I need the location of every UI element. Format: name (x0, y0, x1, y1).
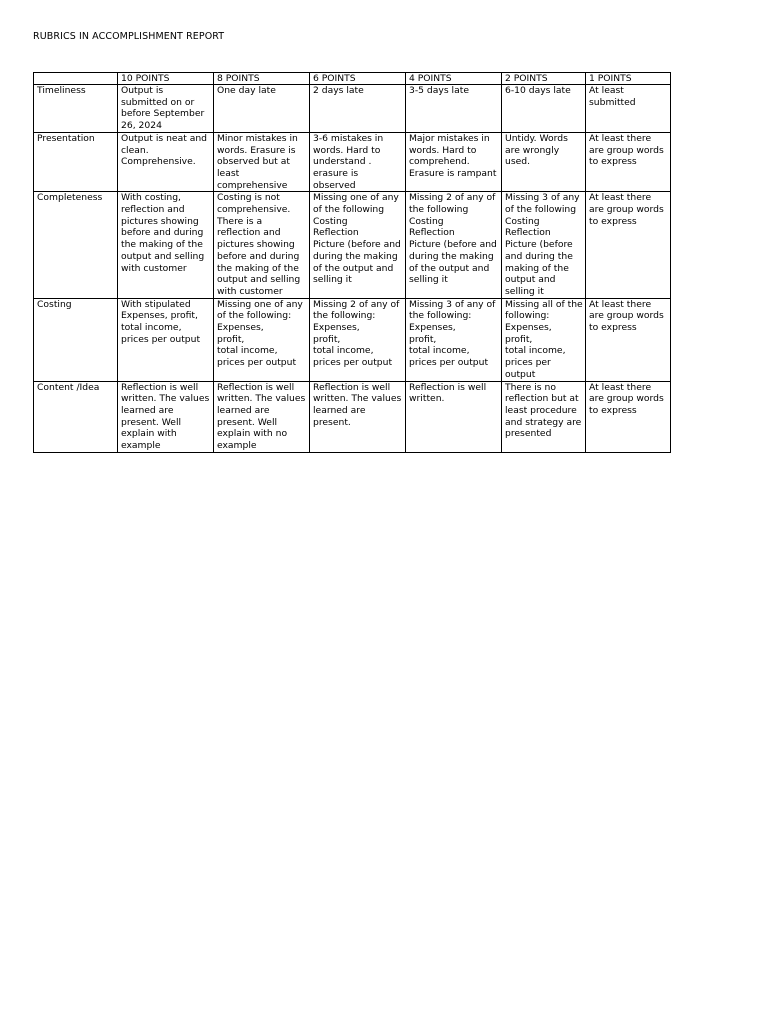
rubric-cell: Missing one of any of the following: Expenses, profit, total income, prices per output (214, 298, 310, 381)
criterion-cell: Costing (34, 298, 118, 381)
rubric-cell: Reflection is well written. The values learned are present. (310, 381, 406, 452)
header-cell-6-points: 6 POINTS (310, 73, 406, 85)
criterion-cell: Presentation (34, 132, 118, 192)
rubric-cell: Missing 2 of any of the following: Expenses, profit, total income, prices per output (310, 298, 406, 381)
rubric-cell: At least there are group words to express (586, 192, 671, 298)
document-title: RUBRICS IN ACCOMPLISHMENT REPORT (33, 31, 225, 42)
rubric-cell: Reflection is well written. The values learned are present. Well explain with example (118, 381, 214, 452)
table-row (34, 132, 671, 192)
rubric-cell: Missing 3 of any of the following Costing Reflection Picture (before and during the making of the output and selling it (502, 192, 586, 298)
table-row (34, 298, 671, 381)
rubric-cell: With costing, reflection and pictures showing before and during the making of the output and selling with customer (118, 192, 214, 298)
table-row (34, 85, 671, 133)
rubric-cell: Missing 3 of any of the following: Expenses, profit, total income, prices per output (406, 298, 502, 381)
rubric-table (33, 72, 671, 453)
criterion-cell: Content /Idea (34, 381, 118, 452)
rubric-cell: Costing is not comprehensive. There is a reflection and pictures showing before and during the making of the output and selling with customer (214, 192, 310, 298)
rubric-cell: At least there are group words to express (586, 132, 671, 192)
header-cell-criterion (34, 73, 118, 85)
header-cell-2-points: 2 POINTS (502, 73, 586, 85)
header-cell-10-points: 10 POINTS (118, 73, 214, 85)
rubric-cell: Major mistakes in words. Hard to comprehend. Erasure is rampant (406, 132, 502, 192)
rubric-cell: One day late (214, 85, 310, 133)
rubric-cell: 3-5 days late (406, 85, 502, 133)
table-row (34, 192, 671, 298)
rubric-cell: At least submitted (586, 85, 671, 133)
header-row (34, 73, 671, 85)
header-cell-8-points: 8 POINTS (214, 73, 310, 85)
criterion-cell: Timeliness (34, 85, 118, 133)
rubric-cell: At least there are group words to express (586, 381, 671, 452)
rubric-cell: At least there are group words to express (586, 298, 671, 381)
rubric-cell: Reflection is well written. (406, 381, 502, 452)
rubric-cell: With stipulated Expenses, profit, total income, prices per output (118, 298, 214, 381)
criterion-cell: Completeness (34, 192, 118, 298)
rubric-cell: 2 days late (310, 85, 406, 133)
header-cell-4-points: 4 POINTS (406, 73, 502, 85)
table-row (34, 381, 671, 452)
rubric-cell: Missing 2 of any of the following Costing Reflection Picture (before and during the making of the output and selling it (406, 192, 502, 298)
rubric-cell: Minor mistakes in words. Erasure is observed but at least comprehensive (214, 132, 310, 192)
rubric-cell: Output is submitted on or before September 26, 2024 (118, 85, 214, 133)
rubric-cell: 3-6 mistakes in words. Hard to understand . erasure is observed (310, 132, 406, 192)
rubric-cell: 6-10 days late (502, 85, 586, 133)
rubric-cell: Missing one of any of the following Costing Reflection Picture (before and during the making of the output and selling it (310, 192, 406, 298)
header-cell-1-points: 1 POINTS (586, 73, 671, 85)
rubric-cell: Reflection is well written. The values learned are present. Well explain with no example (214, 381, 310, 452)
rubric-cell: There is no reflection but at least procedure and strategy are presented (502, 381, 586, 452)
rubric-cell: Untidy. Words are wrongly used. (502, 132, 586, 192)
rubric-cell: Missing all of the following: Expenses, profit, total income, prices per output (502, 298, 586, 381)
rubric-cell: Output is neat and clean. Comprehensive. (118, 132, 214, 192)
